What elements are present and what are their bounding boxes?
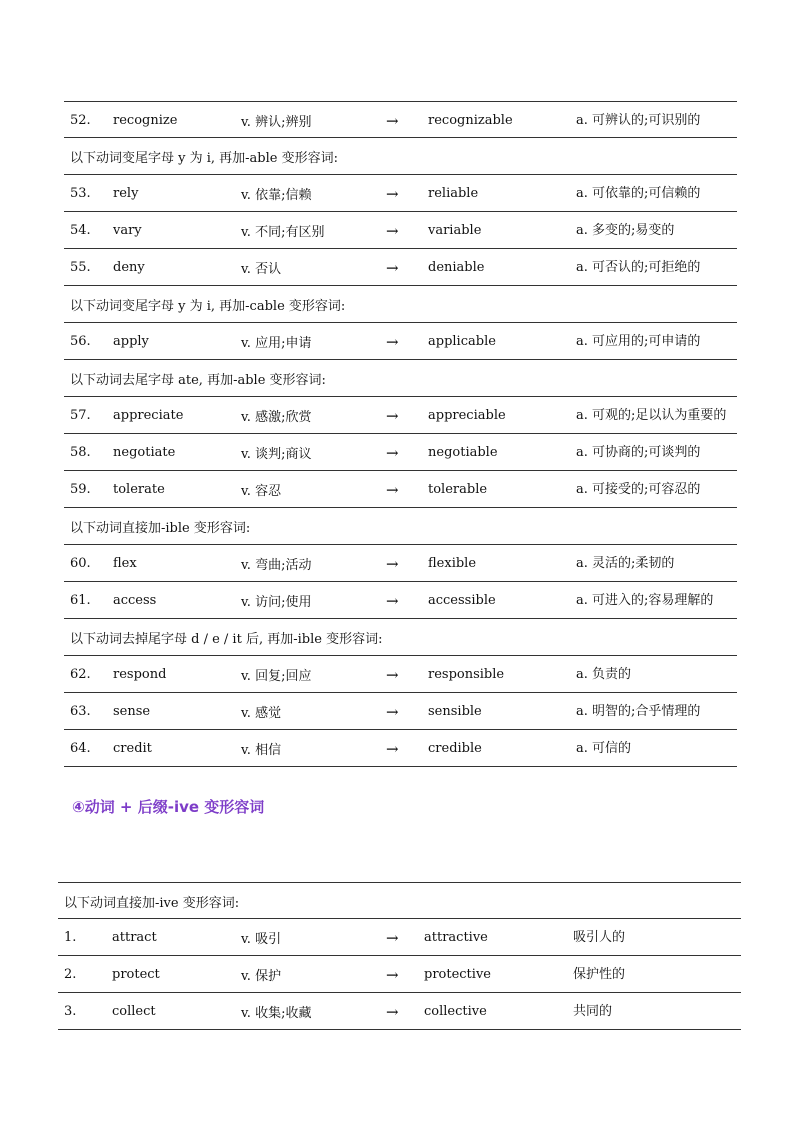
arrow-icon: → [386, 443, 399, 462]
vocab-row [64, 656, 737, 693]
vocab-row [64, 693, 737, 730]
vocab-row [64, 471, 737, 508]
vocab-row [64, 434, 737, 471]
adjective-meaning: a. 可信的 [576, 741, 632, 756]
arrow-icon: → [386, 665, 399, 684]
adjective-meaning: 吸引人的 [573, 930, 626, 945]
arrow-icon: → [386, 1002, 399, 1021]
verb-meaning: v. 感觉 [241, 706, 282, 721]
rule-note-text: 以下动词去尾字母 ate, 再加-able 变形容词: [70, 373, 326, 388]
verb-word: protect [112, 967, 160, 982]
verb-word: vary [113, 223, 142, 238]
arrow-icon: → [386, 184, 399, 203]
vocab-row [64, 582, 737, 619]
adjective-word: variable [428, 223, 482, 238]
row-number: 3. [64, 1004, 77, 1019]
adjective-meaning: a. 可否认的;可拒绝的 [576, 260, 701, 275]
vocab-row [64, 545, 737, 582]
rule-note-row [58, 882, 741, 919]
verb-meaning: v. 依靠;信赖 [241, 188, 312, 203]
verb-word: sense [113, 704, 151, 719]
verb-meaning: v. 容忍 [241, 484, 282, 499]
adjective-meaning: a. 可应用的;可申请的 [576, 334, 701, 349]
rule-note-text: 以下动词变尾字母 y 为 i, 再加-cable 变形容词: [70, 299, 346, 314]
row-number: 54. [70, 223, 91, 238]
verb-meaning: v. 谈判;商议 [241, 447, 312, 462]
vocab-row [58, 956, 741, 993]
arrow-icon: → [386, 739, 399, 758]
vocab-table-ive [58, 882, 741, 1030]
row-number: 62. [70, 667, 91, 682]
rule-note-text: 以下动词直接加-ible 变形容词: [70, 521, 251, 536]
verb-word: rely [113, 186, 139, 201]
adjective-word: sensible [428, 704, 482, 719]
vocab-row [64, 212, 737, 249]
row-number: 58. [70, 445, 91, 460]
adjective-meaning: a. 负责的 [576, 667, 632, 682]
vocab-row [64, 175, 737, 212]
arrow-icon: → [386, 965, 399, 984]
verb-meaning: v. 保护 [241, 969, 282, 984]
adjective-word: deniable [428, 260, 485, 275]
arrow-icon: → [386, 111, 399, 130]
verb-meaning: v. 否认 [241, 262, 282, 277]
vocab-row [64, 730, 737, 767]
arrow-icon: → [386, 221, 399, 240]
row-number: 63. [70, 704, 91, 719]
adjective-word: tolerable [428, 482, 488, 497]
adjective-meaning: a. 可协商的;可谈判的 [576, 445, 701, 460]
verb-word: access [113, 593, 157, 608]
adjective-word: recognizable [428, 113, 513, 128]
verb-meaning: v. 访问;使用 [241, 595, 312, 610]
verb-word: respond [113, 667, 167, 682]
rule-note-row [64, 508, 737, 545]
adjective-meaning: a. 可进入的;容易理解的 [576, 593, 714, 608]
adjective-meaning: a. 明智的;合乎情理的 [576, 704, 701, 719]
adjective-word: collective [424, 1004, 487, 1019]
adjective-meaning: a. 多变的;易变的 [576, 223, 675, 238]
rule-note-text: 以下动词去掉尾字母 d / e / it 后, 再加-ible 变形容词: [70, 632, 383, 647]
vocab-row [64, 323, 737, 360]
vocab-row [64, 249, 737, 286]
verb-word: deny [113, 260, 145, 275]
verb-word: credit [113, 741, 152, 756]
adjective-meaning: a. 可辨认的;可识别的 [576, 113, 701, 128]
row-number: 2. [64, 967, 77, 982]
row-number: 61. [70, 593, 91, 608]
adjective-word: protective [424, 967, 491, 982]
arrow-icon: → [386, 406, 399, 425]
verb-meaning: v. 弯曲;活动 [241, 558, 312, 573]
verb-word: collect [112, 1004, 156, 1019]
rule-note-row [64, 360, 737, 397]
adjective-word: accessible [428, 593, 496, 608]
vocab-row [64, 397, 737, 434]
row-number: 57. [70, 408, 91, 423]
verb-word: attract [112, 930, 157, 945]
row-number: 59. [70, 482, 91, 497]
vocab-row [58, 993, 741, 1030]
adjective-word: negotiable [428, 445, 498, 460]
arrow-icon: → [386, 332, 399, 351]
adjective-word: applicable [428, 334, 496, 349]
adjective-meaning: 保护性的 [573, 967, 626, 982]
adjective-word: flexible [428, 556, 477, 571]
vocab-table-able-ible [64, 101, 737, 767]
verb-word: tolerate [113, 482, 165, 497]
verb-meaning: v. 回复;回应 [241, 669, 312, 684]
rule-note-text: 以下动词变尾字母 y 为 i, 再加-able 变形容词: [70, 151, 338, 166]
verb-meaning: v. 吸引 [241, 932, 282, 947]
adjective-meaning: a. 可接受的;可容忍的 [576, 482, 701, 497]
adjective-meaning: a. 可观的;足以认为重要的 [576, 408, 727, 423]
verb-meaning: v. 应用;申请 [241, 336, 312, 351]
arrow-icon: → [386, 928, 399, 947]
vocab-row [64, 101, 737, 138]
rule-note-text: 以下动词直接加-ive 变形容词: [64, 896, 240, 911]
rule-note-row [64, 619, 737, 656]
verb-meaning: v. 辨认;辨别 [241, 115, 312, 130]
row-number: 64. [70, 741, 91, 756]
vocab-row [58, 919, 741, 956]
adjective-word: attractive [424, 930, 488, 945]
section-heading: ④动词 + 后缀-ive 变形容词 [72, 798, 265, 816]
rule-note-row [64, 286, 737, 323]
arrow-icon: → [386, 702, 399, 721]
verb-word: appreciate [113, 408, 184, 423]
row-number: 55. [70, 260, 91, 275]
arrow-icon: → [386, 591, 399, 610]
row-number: 60. [70, 556, 91, 571]
verb-word: recognize [113, 113, 178, 128]
row-number: 1. [64, 930, 77, 945]
adjective-word: reliable [428, 186, 479, 201]
row-number: 56. [70, 334, 91, 349]
row-number: 53. [70, 186, 91, 201]
adjective-word: appreciable [428, 408, 506, 423]
adjective-word: responsible [428, 667, 505, 682]
verb-meaning: v. 收集;收藏 [241, 1006, 312, 1021]
arrow-icon: → [386, 258, 399, 277]
verb-word: apply [113, 334, 149, 349]
arrow-icon: → [386, 554, 399, 573]
verb-meaning: v. 感激;欣赏 [241, 410, 312, 425]
rule-note-row [64, 138, 737, 175]
row-number: 52. [70, 113, 91, 128]
adjective-meaning: a. 可依靠的;可信赖的 [576, 186, 701, 201]
verb-meaning: v. 相信 [241, 743, 282, 758]
adjective-meaning: 共同的 [573, 1004, 613, 1019]
arrow-icon: → [386, 480, 399, 499]
verb-meaning: v. 不同;有区别 [241, 225, 325, 240]
verb-word: negotiate [113, 445, 176, 460]
adjective-word: credible [428, 741, 482, 756]
verb-word: flex [113, 556, 137, 571]
adjective-meaning: a. 灵活的;柔韧的 [576, 556, 675, 571]
